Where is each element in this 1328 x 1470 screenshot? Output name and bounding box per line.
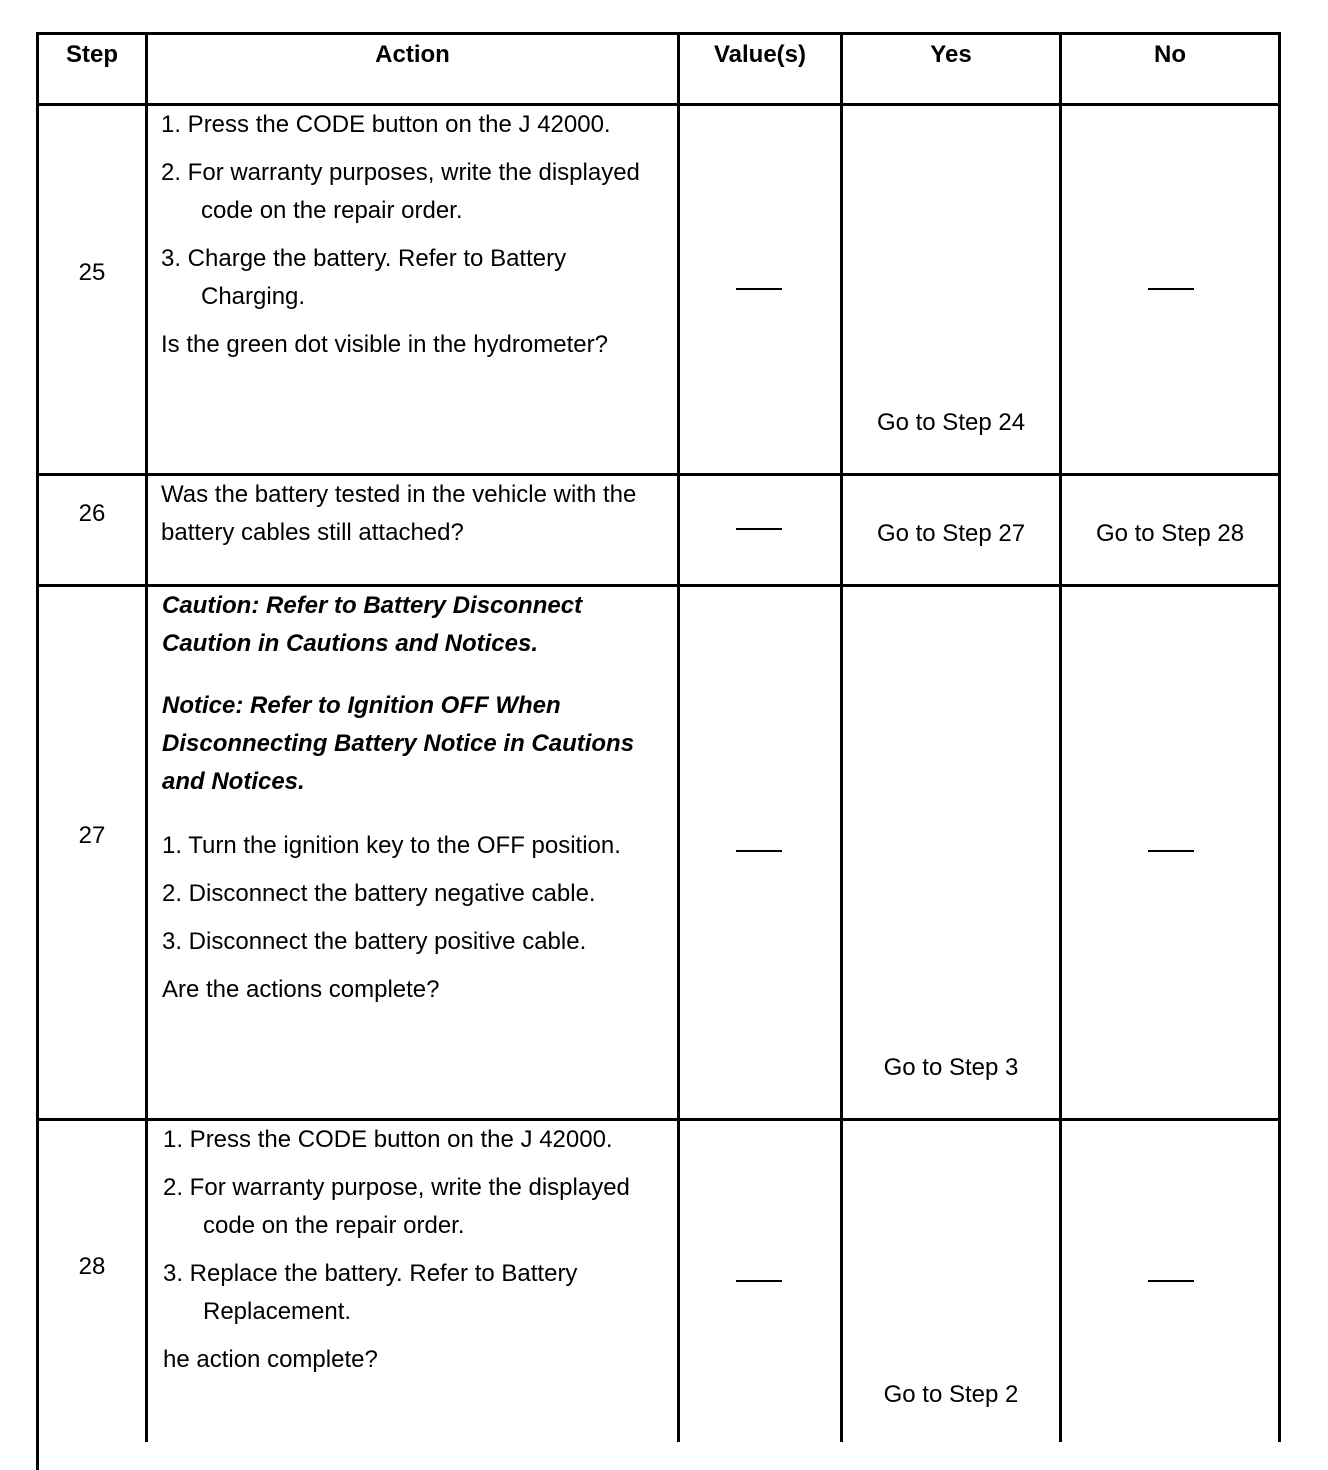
action-question: he action complete?	[163, 1346, 378, 1373]
step-number: 26	[78, 500, 106, 527]
no-dash	[1148, 1280, 1194, 1282]
header-yes: Yes	[930, 41, 972, 68]
values-dash	[736, 1280, 782, 1282]
action-item: 2. Disconnect the battery negative cable.	[162, 880, 596, 907]
step-number: 28	[78, 1253, 106, 1280]
action-item: 3. Charge the battery. Refer to Battery Charging.	[161, 245, 567, 310]
col-border-right	[1278, 32, 1281, 1442]
action-question: Is the green dot visible in the hydrometer?	[161, 331, 608, 358]
yes-result: Go to Step 24	[876, 409, 1026, 436]
header-values: Value(s)	[713, 41, 807, 68]
action-question: Are the actions complete?	[162, 976, 440, 1003]
action-item: 2. For warranty purposes, write the displayed code on the repair order.	[161, 159, 640, 224]
action-cell	[163, 1121, 675, 1379]
values-dash	[736, 850, 782, 852]
action-item: 1. Turn the ignition key to the OFF position.	[162, 832, 621, 859]
col-border-step-action	[145, 32, 148, 1442]
yes-result: Go to Step 2	[883, 1381, 1019, 1408]
header-no: No	[1154, 41, 1186, 68]
col-border-action-values	[677, 32, 680, 1442]
values-dash	[736, 528, 782, 530]
action-cell	[161, 476, 651, 552]
caution-text: Caution: Refer to Battery Disconnect Caution in Cautions and Notices.	[162, 592, 583, 657]
values-dash	[736, 288, 782, 290]
no-dash	[1148, 850, 1194, 852]
col-border-yes-no	[1059, 32, 1062, 1442]
action-item: 2. For warranty purpose, write the displayed code on the repair order.	[163, 1174, 630, 1239]
action-item: 1. Press the CODE button on the J 42000.	[163, 1126, 613, 1153]
no-dash	[1148, 288, 1194, 290]
action-item: 3. Disconnect the battery positive cable.	[162, 928, 587, 955]
action-question: Was the battery tested in the vehicle with the battery cables still attached?	[161, 481, 637, 546]
header-action: Action	[375, 41, 450, 68]
action-cell	[161, 106, 673, 364]
step-number: 27	[78, 822, 106, 849]
notice-text: Notice: Refer to Ignition OFF When Disconnecting Battery Notice in Cautions and Notices.	[162, 692, 635, 795]
action-item: 3. Replace the battery. Refer to Battery Replacement.	[163, 1260, 578, 1325]
yes-result: Go to Step 27	[876, 520, 1026, 547]
yes-result: Go to Step 3	[883, 1054, 1019, 1081]
header-step: Step	[65, 41, 118, 68]
no-result: Go to Step 28	[1095, 520, 1245, 547]
action-cell	[162, 587, 674, 1009]
action-item: 1. Press the CODE button on the J 42000.	[161, 111, 611, 138]
table-top-border	[36, 32, 1281, 35]
step-number: 25	[78, 259, 106, 286]
col-border-values-yes	[840, 32, 843, 1442]
diagnostic-table	[36, 32, 1281, 1470]
